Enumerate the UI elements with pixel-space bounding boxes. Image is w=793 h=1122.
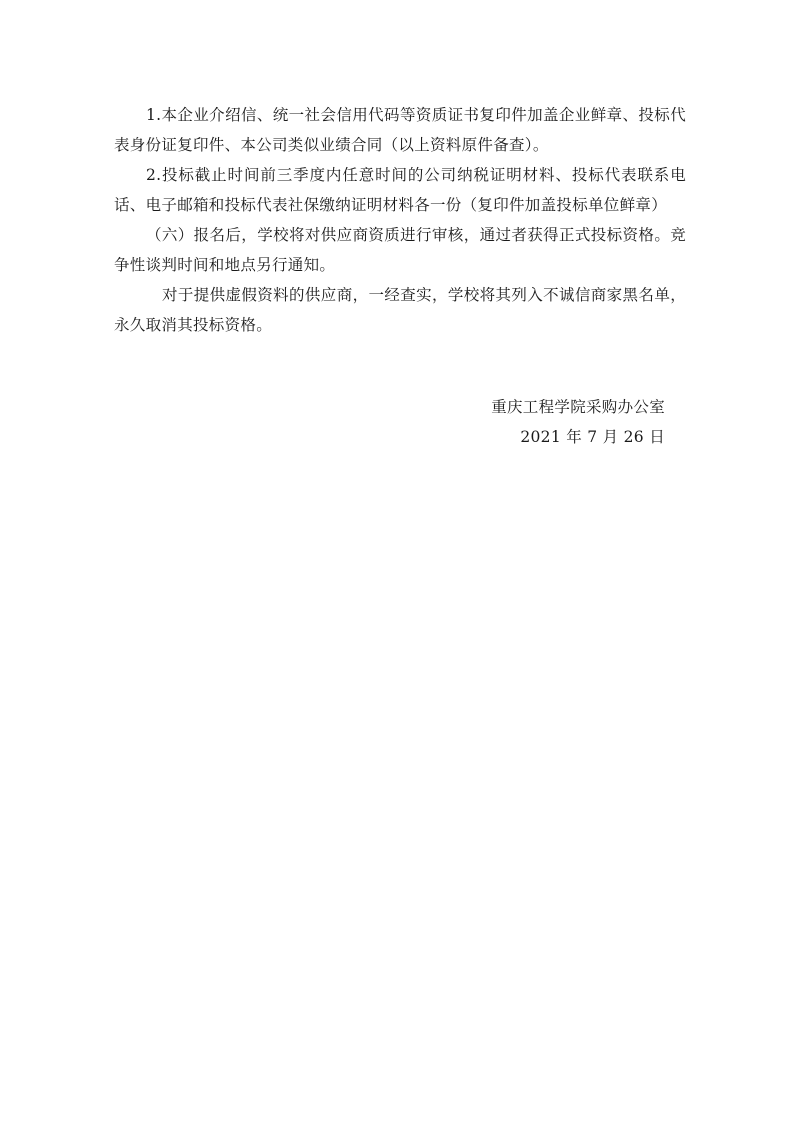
signature-date: 2021 年 7 月 26 日 <box>520 428 665 446</box>
signature-block <box>491 392 665 452</box>
paragraph-qualification-docs: 1.本企业介绍信、统一社会信用代码等资质证书复印件加盖企业鲜章、投标代表身份证复印件、本公司类似业绩合同（以上资料原件备查）。 <box>114 106 686 154</box>
paragraph-registration-review: （六）报名后，学校将对供应商资质进行审核，通过者获得正式投标资格。竞争性谈判时间和地点另行通知。 <box>114 226 686 274</box>
document-body <box>114 100 686 340</box>
signature-organization: 重庆工程学院采购办公室 <box>491 398 665 416</box>
paragraph-false-info-warning: 对于提供虚假资料的供应商，一经查实，学校将其列入不诚信商家黑名单，永久取消其投标资格。 <box>114 286 686 334</box>
paragraph-tax-proof: 2.投标截止时间前三季度内任意时间的公司纳税证明材料、投标代表联系电话、电子邮箱和投标代表社保缴纳证明材料各一份（复印件加盖投标单位鲜章） <box>114 166 686 214</box>
